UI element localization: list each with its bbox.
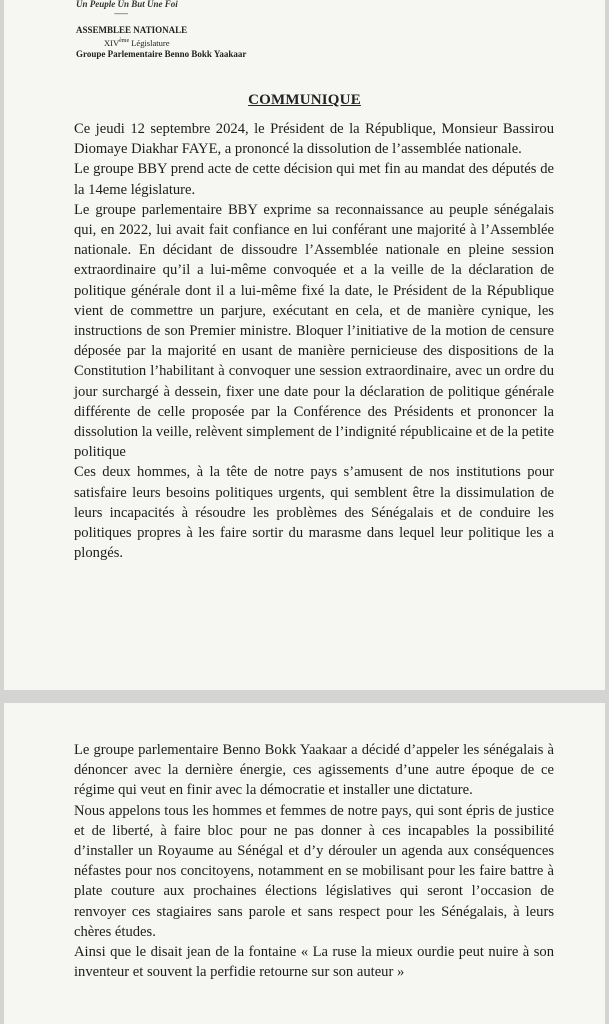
communique-body-part-2	[74, 740, 554, 982]
communique-title: COMMUNIQUE	[248, 92, 361, 108]
letterhead	[76, 0, 336, 60]
legislature-line	[76, 36, 336, 48]
paragraph: Le groupe parlementaire BBY exprime sa reconnaissance au peuple sénégalais qui, en 2022, lui avait fait confiance en lui conférant une majorité à l’Assemblée nationale. En décidant de dissoudre l’Assemblée nationale en pleine session extraordinaire qu’il a lui-même convoquée et a la veille de la déclaration de politique générale dont il a lui-même fixé la date, le Président de la République vient de commettre un parjure, exécutant en cela, et de manière cynique, les instructions de son Premier ministre. Bloquer l’initiative de la motion de censure déposée par la majorité en usant de manière pernicieuse des dispositions de la Constitution l’habilitant à convoquer une session extraordinaire, avec un ordre du jour surchargé à dessein, fixer une date pour la déclaration de politique générale différente de celle proposée par la Conférence des Présidents et prononcer la dissolution la veille, relèvent simplement de l’indignité républicaine et de la petite politique	[74, 201, 554, 461]
assembly-name: ASSEMBLEE NATIONALE	[76, 25, 188, 35]
document-page-2	[4, 703, 605, 1024]
document-page-1	[4, 0, 605, 690]
legislature-word: Législature	[131, 37, 170, 48]
parliamentary-group-name: Groupe Parlementaire Benno Bokk Yaakaar	[76, 48, 247, 59]
paragraph: Le groupe BBY prend acte de cette décision qui met fin au mandat des députés de la 14eme législature.	[74, 161, 554, 198]
paragraph: Nous appelons tous les hommes et femmes de notre pays, qui sont épris de justice et de liberté, à faire bloc pour ne pas donner à ces incapables la possibilité d’installer un Royaume au Sénégal et d’y dérouler un agenda aux conséquences néfastes pour nos concitoyens, notamment en se mobilisant pour les faire battre à plate couture aux prochaines élections législatives qui seront l’occasion de renvoyer ces stagiaires sans parole et sans respect pour les Sénégalais, à leurs chères études.	[74, 802, 554, 940]
paragraph: Ce jeudi 12 septembre 2024, le Président de la République, Monsieur Bassirou Diomaye Diakhar FAYE, a prononcé la dissolution de l’assemblée nationale.	[74, 121, 554, 158]
legislature-number: XIV	[104, 37, 120, 48]
paragraph: Ainsi que le disait jean de la fontaine « La ruse la mieux ourdie peut nuire à son inventeur et souvent la perfidie retourne sur son auteur »	[74, 944, 554, 981]
communique-body-part-1	[74, 119, 554, 563]
motto-separator: --------	[114, 9, 128, 18]
paragraph: Ces deux hommes, à la tête de notre pays s’amusent de nos institutions pour satisfaire leurs besoins politiques urgents, qui semblent être la dissimulation de leurs incapacités à résoudre les problèmes des Sénégalais et de conduire les politiques propres à les faire sortir du marasme dans lequel leur politique les a plongés.	[74, 464, 554, 562]
legislature-ordinal: ème	[119, 38, 130, 44]
paragraph: Le groupe parlementaire Benno Bokk Yaakaar a décidé d’appeler les sénégalais à dénoncer avec la dernière énergie, ces agissements d’une autre époque de ce régime qui veut en finir avec la démocratie et installer une dictature.	[74, 742, 554, 799]
national-motto: Un Peuple Un But Une Foi	[76, 0, 178, 9]
